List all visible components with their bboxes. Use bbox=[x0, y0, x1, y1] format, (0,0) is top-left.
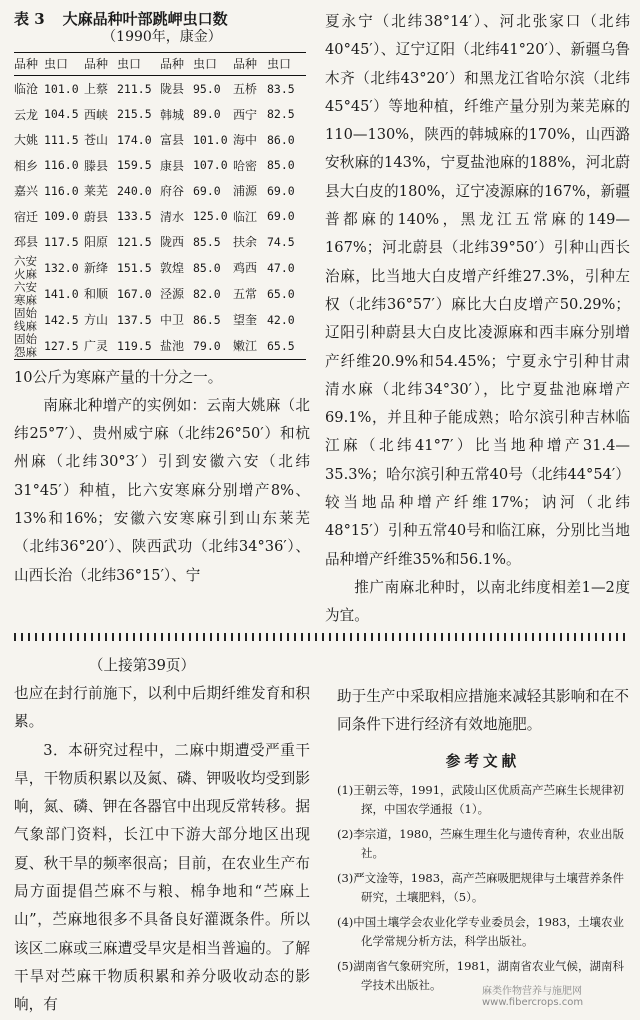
count-cell: 109.0 bbox=[44, 209, 79, 224]
table-title-text: 大麻品种叶部跳岬虫口数 bbox=[62, 10, 228, 28]
table-row bbox=[14, 204, 306, 230]
count-cell: 119.5 bbox=[117, 333, 160, 360]
count-cell: 65.5 bbox=[267, 333, 306, 360]
variety-cell: 相乡 bbox=[14, 158, 39, 173]
count-cell: 125.0 bbox=[193, 209, 228, 224]
variety-cell: 滕县 bbox=[84, 158, 109, 173]
examples-paragraph: 南麻北种增产的实例如：云南大姚麻（北纬25°7′）、贵州威宁麻（北纬26°50′）和杭州麻（北纬30°3′）引到安徽六安（北纬31°45′）种植，比六安寒麻分别增产8%、13%和16%；安徽六安寒麻引到山东莱芜（北纬36°20′）、陕西武功（北纬34°36′）、山西长治（北纬36°15′）、宁 bbox=[14, 396, 310, 584]
variety-cell: 苍山 bbox=[84, 133, 109, 148]
count-cell: 151.5 bbox=[117, 260, 152, 275]
variety-cell: 广灵 bbox=[84, 333, 117, 360]
variety-cell: 新绛 bbox=[84, 261, 109, 275]
continued-paragraph-1: 也应在封行前施下，以利中后期纤维发育和积累。 bbox=[14, 685, 310, 731]
table-row bbox=[14, 229, 306, 255]
table-row bbox=[14, 153, 306, 179]
count-cell: 42.0 bbox=[267, 312, 295, 327]
variety-cell: 嫩江 bbox=[233, 333, 267, 360]
variety-cell: 浦源 bbox=[233, 184, 258, 199]
table-row bbox=[14, 127, 306, 153]
variety-cell: 上蔡 bbox=[84, 82, 109, 97]
continued-right-paragraph: 助于生产中采取相应措施来减轻其影响和在不同条件下进行经济有效地施肥。 bbox=[337, 688, 629, 734]
reference-item: (4)中国土壤学会农业化学专业委员会，1983，土壤农业化学常规分析方法，科学出版社。 bbox=[337, 914, 625, 948]
table-header-cell: 品种 bbox=[84, 53, 117, 76]
right-column bbox=[325, 8, 630, 631]
count-cell: 85.5 bbox=[193, 234, 221, 249]
variety-cell: 五桥 bbox=[233, 82, 258, 97]
variety-cell: 中卫 bbox=[160, 313, 185, 327]
count-cell: 121.5 bbox=[117, 234, 152, 249]
variety-cell: 蔚县 bbox=[84, 209, 109, 224]
variety-cell: 宿迁 bbox=[14, 209, 39, 224]
continued-right-column bbox=[337, 683, 629, 1001]
variety-cell: 莱芜 bbox=[84, 184, 109, 199]
table-row bbox=[14, 333, 306, 360]
count-cell: 116.0 bbox=[44, 158, 79, 173]
variety-cell: 泾源 bbox=[160, 287, 185, 301]
count-cell: 85.0 bbox=[267, 158, 295, 173]
reference-item: (1)王朝云等，1991，武陵山区优质高产苎麻生长规律初探，中国农学通报（1）。 bbox=[337, 782, 625, 816]
count-cell: 74.5 bbox=[267, 234, 295, 249]
variety-cell: 富县 bbox=[160, 133, 185, 148]
count-cell: 127.5 bbox=[44, 333, 84, 360]
variety-cell: 清水 bbox=[160, 209, 185, 224]
count-cell: 107.0 bbox=[193, 158, 228, 173]
count-cell: 159.5 bbox=[117, 158, 152, 173]
reference-item: (3)严文淦等，1983，高产苎麻吸肥规律与土壤营养条件研究，土壤肥料，（5）。 bbox=[337, 870, 625, 904]
watermark: 麻类作物营养与施肥网 www.fibercrops.com bbox=[482, 986, 584, 1008]
count-cell: 211.5 bbox=[117, 81, 152, 96]
variety-cell: 扶余 bbox=[233, 235, 258, 250]
variety-cell: 方山 bbox=[84, 313, 109, 327]
continued-paragraph-2: 3．本研究过程中，二麻中期遭受严重干旱，干物质积累以及氮、磷、钾吸收均受到影响，氮、磷、钾在各器官中出现反常转移。据气象部门资料，长江中下游大部分地区出现夏、秋干旱的频率很高；目前，在农业生产布局方面提倡苎麻不与粮、棉争地和“苎麻上山”，苎麻地很多不具备良好灌溉条件。所以该区二麻或三麻遭受旱灾是相当普遍的。了解干旱对苎麻干物质积累和养分吸收动态的影响，有 bbox=[14, 741, 310, 1014]
table-number: 表 3 bbox=[14, 10, 45, 28]
count-cell: 215.5 bbox=[117, 107, 152, 122]
count-cell: 101.0 bbox=[44, 81, 79, 96]
count-cell: 116.0 bbox=[44, 183, 79, 198]
table-title bbox=[14, 10, 310, 28]
count-cell: 132.0 bbox=[44, 260, 79, 275]
table-header-cell: 品种 bbox=[14, 53, 44, 76]
count-cell: 69.0 bbox=[267, 183, 295, 198]
table-subtitle: （1990年，康金） bbox=[102, 29, 222, 45]
count-cell: 65.0 bbox=[267, 286, 295, 301]
variety-cell: 海中 bbox=[233, 133, 258, 148]
count-cell: 79.0 bbox=[193, 333, 233, 360]
count-cell: 86.0 bbox=[267, 132, 295, 147]
count-cell: 69.0 bbox=[193, 183, 221, 198]
reference-item: (5)湖南省气象研究所，1981，湖南省农业气候，湖南科学技术出版社。 bbox=[337, 958, 625, 992]
count-cell: 89.0 bbox=[193, 107, 221, 122]
table-header-cell: 虫口 bbox=[267, 53, 306, 76]
pest-count-table bbox=[14, 52, 306, 360]
table-row bbox=[14, 76, 306, 102]
count-cell: 85.0 bbox=[193, 260, 221, 275]
variety-cell: 敦煌 bbox=[160, 261, 185, 275]
table-header-cell: 虫口 bbox=[193, 53, 233, 76]
table-header-row bbox=[14, 53, 306, 76]
variety-cell: 阳原 bbox=[84, 235, 109, 250]
variety-cell: 临沧 bbox=[14, 82, 39, 97]
count-cell: 142.5 bbox=[44, 312, 79, 327]
reference-item: (2)李宗道，1980，苎麻生理生化与遗传育种，农业出版社。 bbox=[337, 826, 625, 860]
variety-cell: 望奎 bbox=[233, 313, 258, 327]
variety-cell: 鸡西 bbox=[233, 261, 258, 275]
count-cell: 167.0 bbox=[117, 286, 152, 301]
variety-cell: 陇西 bbox=[160, 235, 185, 250]
count-cell: 82.0 bbox=[193, 286, 221, 301]
left-column bbox=[14, 10, 310, 590]
variety-cell: 府谷 bbox=[160, 184, 185, 199]
right-paragraph-2: 推广南麻北种时，以南北纬度相差1—2度为宜。 bbox=[325, 578, 630, 625]
section-divider bbox=[14, 633, 628, 641]
table-row bbox=[14, 307, 306, 333]
variety-cell: 西峡 bbox=[84, 107, 109, 122]
count-cell: 111.5 bbox=[44, 132, 79, 147]
table-row bbox=[14, 255, 306, 281]
table-header-cell: 虫口 bbox=[44, 53, 84, 76]
variety-cell: 临江 bbox=[233, 209, 258, 224]
count-cell: 174.0 bbox=[117, 132, 152, 147]
count-cell: 86.5 bbox=[193, 312, 221, 327]
table-row bbox=[14, 102, 306, 128]
count-cell: 83.5 bbox=[267, 81, 295, 96]
variety-cell: 陇县 bbox=[160, 82, 185, 97]
variety-cell: 固始 线麻 bbox=[14, 305, 37, 333]
table-header-cell: 品种 bbox=[160, 53, 193, 76]
continuation-note: （上接第39页） bbox=[88, 657, 196, 674]
table-header-cell: 品种 bbox=[233, 53, 267, 76]
count-cell: 137.5 bbox=[117, 312, 152, 327]
variety-cell: 邳县 bbox=[14, 235, 39, 250]
count-cell: 141.0 bbox=[44, 286, 79, 301]
count-cell: 101.0 bbox=[193, 132, 228, 147]
count-cell: 240.0 bbox=[117, 183, 152, 198]
count-cell: 69.0 bbox=[267, 209, 295, 224]
count-cell: 133.5 bbox=[117, 209, 152, 224]
variety-cell: 哈密 bbox=[233, 158, 258, 173]
right-paragraph-1: 夏永宁（北纬38°14′）、河北张家口（北纬40°45′）、辽宁辽阳（北纬41°20′）、新疆乌鲁木齐（北纬43°20′）和黑龙江省哈尔滨（北纬45°45′）等地种植，纤维产量分别为莱芜麻的110—130%，陕西的韩城麻的170%，山西潞安秋麻的143%，宁夏盐池麻的188%，河北蔚县大白皮的180%，辽宁凌源麻的167%，新疆普都麻的140%，黑龙江五常麻的149—167%；河北蔚县（北纬39°50′）引种山西长治麻，比当地大白皮增产纤维27.3%，引种左权（北纬36°57′）麻比大白皮增产50.29%；辽阳引种蔚县大白皮比凌源麻和西丰麻分别增产纤维20.9%和54.45%；宁夏永宁引种甘肃清水麻（北纬34°30′），比宁夏盐池麻增产69.1%，并且种子能成熟；哈尔滨引种吉林临江麻（北纬41°7′）比当地种增产31.4—35.3%；哈尔滨引种五常40号（北纬44°54′）较当地品种增产纤维17%；讷河（北纬48°15′）引种五常40号和临江麻，分别比当地品种增产纤维35%和56.1%。 bbox=[325, 13, 630, 568]
count-cell: 95.0 bbox=[193, 81, 221, 96]
table-header-cell: 虫口 bbox=[117, 53, 160, 76]
variety-cell: 云龙 bbox=[14, 107, 39, 122]
variety-cell: 固始 怨麻 bbox=[14, 333, 44, 360]
variety-cell: 和顺 bbox=[84, 287, 109, 301]
variety-cell: 五常 bbox=[233, 287, 258, 301]
count-cell: 47.0 bbox=[267, 260, 295, 275]
count-cell: 117.5 bbox=[44, 234, 79, 249]
variety-cell: 嘉兴 bbox=[14, 184, 39, 199]
variety-cell: 六安 寒麻 bbox=[14, 279, 37, 307]
references-title: 参考文献 bbox=[445, 752, 521, 770]
continued-left-column bbox=[14, 652, 310, 1020]
variety-cell: 康县 bbox=[160, 158, 185, 173]
variety-cell: 盐池 bbox=[160, 333, 193, 360]
count-cell: 82.5 bbox=[267, 107, 295, 122]
table-row bbox=[14, 281, 306, 307]
variety-cell: 韩城 bbox=[160, 107, 185, 122]
references-list bbox=[337, 781, 629, 995]
variety-cell: 六安 火麻 bbox=[14, 253, 37, 281]
table-followup-line: 10公斤为寒麻产量的十分之一。 bbox=[14, 368, 223, 386]
variety-cell: 大姚 bbox=[14, 133, 39, 148]
count-cell: 104.5 bbox=[44, 107, 79, 122]
table-row bbox=[14, 178, 306, 204]
variety-cell: 西宁 bbox=[233, 107, 258, 122]
